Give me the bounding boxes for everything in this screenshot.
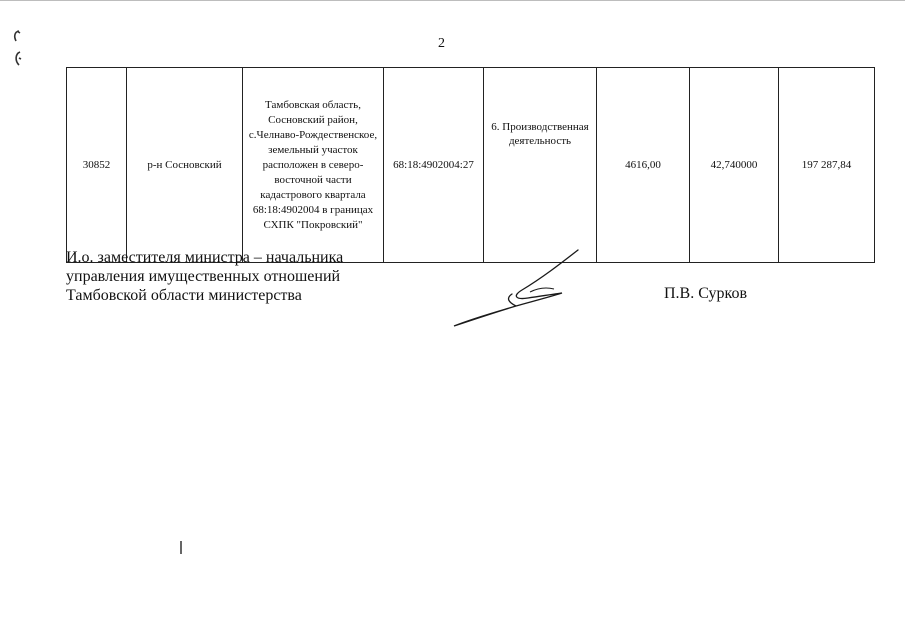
specific-value-cell: 42,740000	[690, 68, 779, 263]
handwritten-signature-icon	[450, 242, 590, 332]
signer-title	[66, 248, 343, 305]
signer-title-line: управления имущественных отношений	[66, 268, 341, 285]
row-id-cell: 30852	[67, 68, 127, 263]
address-line: Сосновский район,	[268, 113, 358, 126]
address-line: СХПК "Покровский"	[263, 218, 363, 231]
address-line: расположен в северо-	[262, 158, 364, 171]
signer-name: П.В. Сурков	[664, 285, 748, 302]
table-row	[67, 68, 875, 263]
area-cell: 4616,00	[597, 68, 690, 263]
address-line: Тамбовская область,	[265, 98, 361, 111]
district-cell: р-н Сосновский	[127, 68, 243, 263]
address-line: земельный участок	[268, 143, 358, 156]
purpose-cell	[484, 68, 597, 263]
scan-mark-icon	[10, 28, 24, 72]
scan-top-edge	[0, 0, 905, 1]
address-line: 68:18:4902004 в границах	[252, 203, 374, 216]
signer-title-line: Тамбовской области министерства	[66, 287, 302, 304]
page-number: 2	[438, 36, 445, 51]
address-line: восточной части	[274, 173, 352, 186]
address-line: кадастрового квартала	[260, 188, 366, 201]
address-line: с.Челнаво-Рождественское,	[248, 128, 378, 141]
address-cell	[243, 68, 384, 263]
signer-title-line: И.о. заместителя министра – начальника	[66, 249, 344, 266]
purpose-line: 6. Производственная	[491, 121, 589, 133]
cadastral-value-cell: 197 287,84	[779, 68, 875, 263]
purpose-line: деятельность	[508, 135, 572, 147]
land-plot-table	[66, 67, 875, 263]
cadastral-number-cell: 68:18:4902004:27	[384, 68, 484, 263]
scan-mark-icon	[178, 540, 184, 556]
